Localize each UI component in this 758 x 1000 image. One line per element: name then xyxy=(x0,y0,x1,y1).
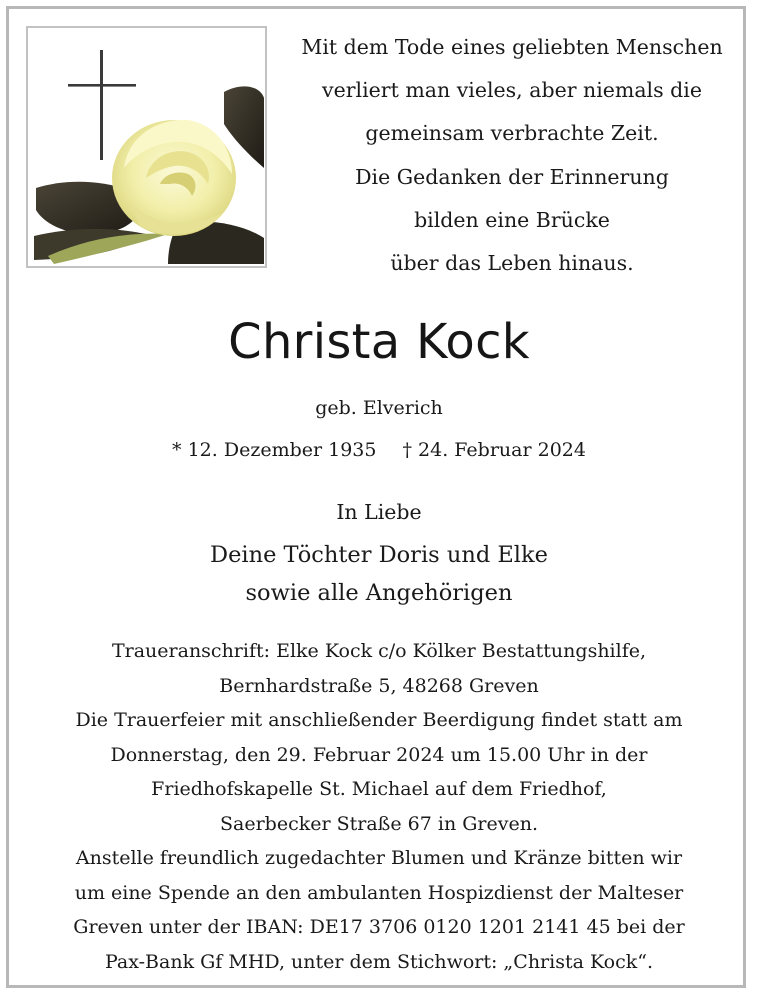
details-line: Saerbecker Straße 67 in Greven. xyxy=(220,812,538,835)
details-line: Die Trauerfeier mit anschließender Beerdigung findet statt am xyxy=(75,709,683,731)
details-line: Anstelle freundlich zugedachter Blumen und Kränze bitten wir xyxy=(75,847,683,869)
poem-line: Die Gedanken der Erinnerung xyxy=(355,164,669,189)
mourners-line: sowie alle Angehörigen xyxy=(245,580,513,606)
life-dates xyxy=(0,436,758,464)
details-line: Bernhardstraße 5, 48268 Greven xyxy=(219,674,539,697)
mourners-intro: In Liebe xyxy=(336,500,422,524)
poem-line: verliert man vieles, aber niemals die xyxy=(322,78,702,103)
maiden-name: geb. Elverich xyxy=(315,397,443,419)
mourners-line: Deine Töchter Doris und Elke xyxy=(210,542,548,568)
poem-line: gemeinsam verbrachte Zeit. xyxy=(365,121,659,146)
memorial-poem xyxy=(282,26,742,285)
details-line: Traueranschrift: Elke Kock c/o Kölker Bestattungshilfe, xyxy=(111,640,647,662)
cross-rose-image xyxy=(26,26,267,268)
funeral-details xyxy=(20,634,738,979)
details-line: Pax-Bank Gf MHD, unter dem Stichwort: „Christa Kock“. xyxy=(104,950,653,973)
cross-rose-icon xyxy=(28,28,265,266)
poem-line: bilden eine Brücke xyxy=(414,207,610,232)
details-line: Friedhofskapelle St. Michael auf dem Friedhof, xyxy=(151,778,607,800)
details-line: um eine Spende an den ambulanten Hospizdienst der Malteser xyxy=(74,881,684,904)
mourners-block xyxy=(0,536,758,612)
birth-date: * 12. Dezember 1935 xyxy=(172,439,377,461)
poem-line: Mit dem Tode eines geliebten Menschen xyxy=(301,35,723,59)
death-date: † 24. Februar 2024 xyxy=(402,439,586,461)
poem-line: über das Leben hinaus. xyxy=(390,251,634,276)
details-line: Donnerstag, den 29. Februar 2024 um 15.00 Uhr in der xyxy=(110,743,648,766)
details-line: Greven unter der IBAN: DE17 3706 0120 1201 2141 45 bei der xyxy=(73,916,685,938)
deceased-name: Christa Kock xyxy=(228,314,530,370)
